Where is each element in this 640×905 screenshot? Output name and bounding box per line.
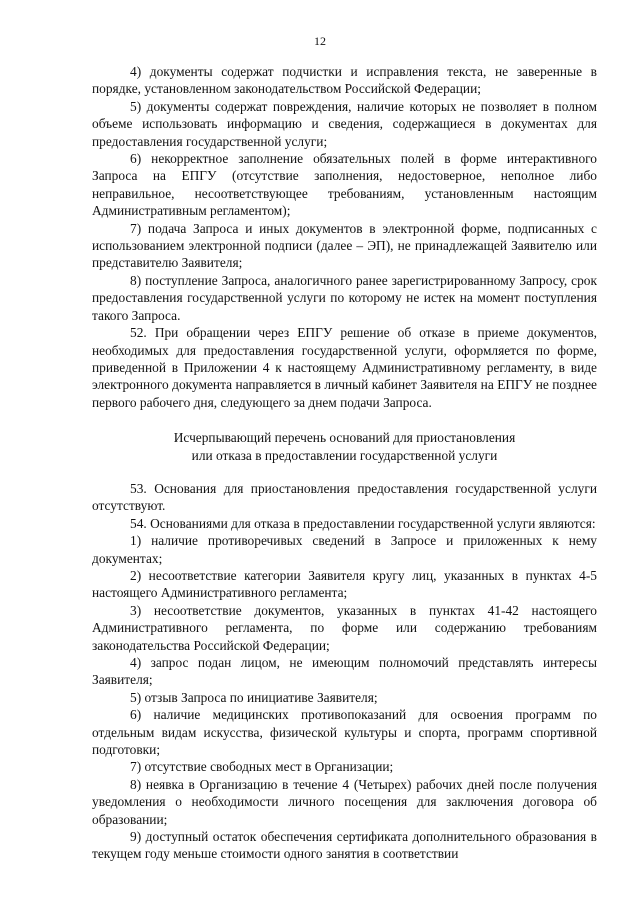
spacer (92, 464, 597, 480)
list-item-5: 5) отзыв Запроса по инициативе Заявителя; (130, 689, 378, 705)
paragraph-54: 54. Основаниями для отказа в предоставлении государственной услуги являются: (130, 515, 596, 531)
list-item-6: 6) наличие медицинских противопоказаний для освоения программ по отдельным видам искусства, физической культуры и спорта, программ спортивной подготовки; (92, 707, 597, 758)
page-number: 12 (314, 34, 326, 48)
list-item-1: 1) наличие противоречивых сведений в Запросе и приложенных к нему документах; (92, 533, 597, 566)
paragraph-52: 52. При обращении через ЕПГУ решение об отказе в приеме документов, необходимых для предоставления государственной услуги, оформляется по форме, приведенной в Приложении 4 к настоящему Административному регламенту, в виде электронного документа направляется в личный кабинет Заявителя на ЕПГУ не позднее первого рабочего дня, следующего за днем подачи Запроса. (92, 325, 597, 410)
paragraph-item-6: 6) некорректное заполнение обязательных полей в форме интерактивного Запроса на ЕПГУ (отсутствие заполнения, недостоверное, неполное либо неправильное, несоответствующее требованиям, установленным настоящим Административным регламентом); (92, 151, 597, 219)
paragraph-item-5: 5) документы содержат повреждения, наличие которых не позволяет в полном объеме использовать информацию и сведения, содержащиеся в документах для предоставления государственной услуги; (92, 98, 597, 149)
paragraph-item-4: 4) документы содержат подчистки и исправления текста, не заверенные в порядке, установленном законодательством Российской Федерации; (92, 64, 597, 97)
paragraph-item-8: 8) поступление Запроса, аналогичного ранее зарегистрированному Запросу, срок предоставления государственной услуги по которому не истек на момент поступления такого Запроса. (92, 272, 597, 323)
list-item-2: 2) несоответствие категории Заявителя кругу лиц, указанных в пунктах 4-5 настоящего Административного регламента; (92, 567, 597, 601)
paragraph-item-7: 7) подача Запроса и иных документов в электронной форме, подписанных с использованием электронной подписи (далее – ЭП), не принадлежащей Заявителю или представителю Заявителя; (92, 220, 597, 271)
section-heading-line-2: или отказа в предоставлении государственной услуги (191, 447, 498, 463)
paragraph-53: 53. Основания для приостановления предоставления государственной услуги отсутствуют. (92, 480, 597, 514)
list-item-8: 8) неявка в Организацию в течение 4 (Четырех) рабочих дней после получения уведомления о необходимости личного посещения для заключения договора об образовании; (92, 776, 597, 827)
list-item-4: 4) запрос подан лицом, не имеющим полномочий представлять интересы Заявителя; (92, 655, 597, 688)
section-heading-line-1: Исчерпывающий перечень оснований для приостановления (173, 430, 516, 446)
document-body (92, 63, 597, 863)
list-item-7: 7) отсутствие свободных мест в Организации; (130, 759, 394, 775)
list-item-3: 3) несоответствие документов, указанных в пунктах 41-42 настоящего Административного регламента, по форме или содержанию требованиям законодательства Российской Федерации; (92, 602, 597, 653)
list-item-9: 9) доступный остаток обеспечения сертификата дополнительного образования в текущем году меньше стоимости одного занятия в соответствии (92, 829, 597, 862)
spacer (92, 411, 597, 429)
